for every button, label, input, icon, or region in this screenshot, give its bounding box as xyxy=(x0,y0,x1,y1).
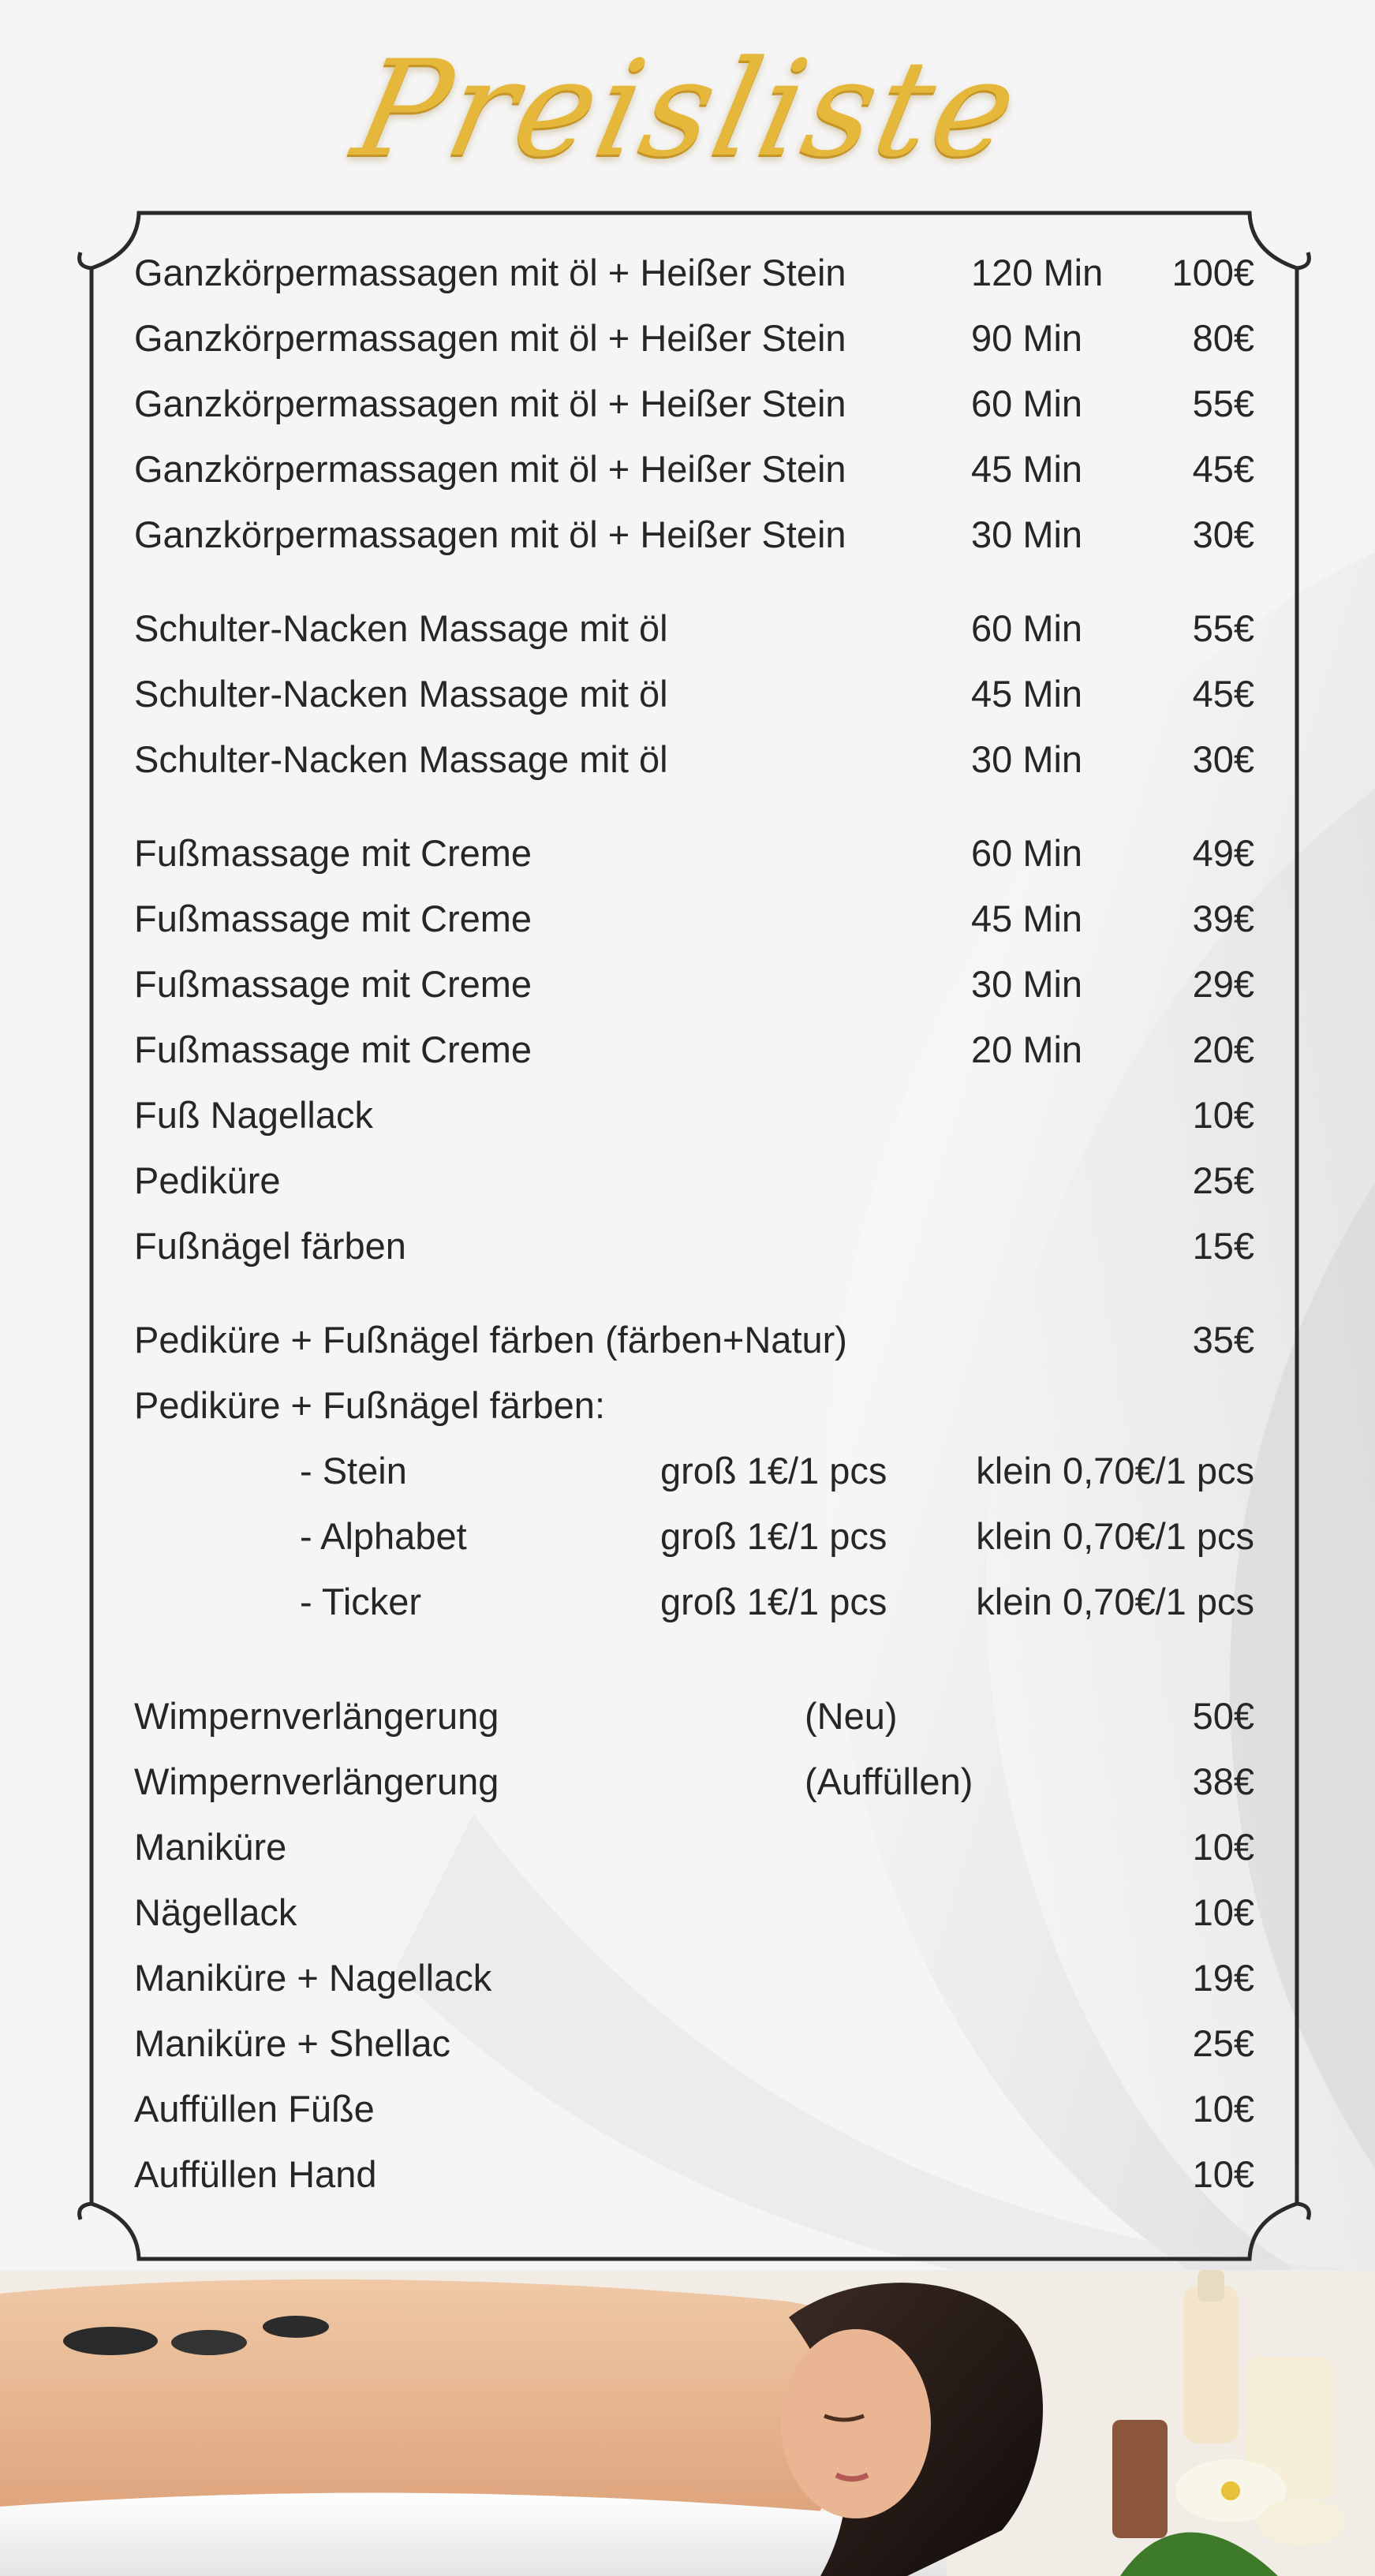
service-duration: 30 Min xyxy=(971,963,1083,1005)
list-item xyxy=(134,1148,1254,1213)
service-price: 19€ xyxy=(1192,1957,1254,1999)
service-duration: 30 Min xyxy=(971,513,1083,555)
decor-name: - Stein xyxy=(300,1450,407,1491)
service-name: Ganzkörpermassagen mit öl + Heißer Stein xyxy=(134,448,846,490)
list-item xyxy=(134,1017,1254,1082)
service-name: Ganzkörpermassagen mit öl + Heißer Stein xyxy=(134,383,846,424)
list-item xyxy=(134,1503,1254,1569)
service-price: 35€ xyxy=(1192,1319,1254,1361)
service-price: 10€ xyxy=(1192,1094,1254,1136)
service-price: 39€ xyxy=(1192,898,1254,939)
list-item xyxy=(134,661,1254,726)
service-price: 20€ xyxy=(1192,1029,1254,1070)
decor-price-small: klein 0,70€/1 pcs xyxy=(976,1581,1254,1622)
service-price: 15€ xyxy=(1192,1225,1254,1267)
service-price: 80€ xyxy=(1192,317,1254,359)
list-item xyxy=(134,1683,1254,1749)
list-item xyxy=(134,820,1254,886)
service-price: 38€ xyxy=(1192,1760,1254,1802)
service-price: 10€ xyxy=(1192,2088,1254,2130)
list-item xyxy=(134,1213,1254,1279)
list-item xyxy=(134,1372,1254,1438)
service-price: 45€ xyxy=(1192,673,1254,715)
service-duration: 60 Min xyxy=(971,383,1083,424)
service-note: (Auffüllen) xyxy=(805,1760,973,1802)
service-price: 30€ xyxy=(1192,513,1254,555)
service-price: 55€ xyxy=(1192,383,1254,424)
service-name: Auffüllen Füße xyxy=(134,2088,375,2130)
page-title: Preisliste xyxy=(342,32,1033,186)
service-name: Auffüllen Hand xyxy=(134,2153,377,2195)
list-item xyxy=(134,886,1254,951)
service-duration: 30 Min xyxy=(971,738,1083,780)
service-price: 45€ xyxy=(1192,448,1254,490)
decor-name: - Ticker xyxy=(300,1581,422,1622)
service-name: Fußmassage mit Creme xyxy=(134,832,532,874)
service-name: Ganzkörpermassagen mit öl + Heißer Stein xyxy=(134,317,846,359)
service-price: 10€ xyxy=(1192,2153,1254,2195)
list-item xyxy=(134,2010,1254,2076)
service-price: 25€ xyxy=(1192,2022,1254,2064)
service-price: 10€ xyxy=(1192,1826,1254,1868)
list-item xyxy=(134,2076,1254,2141)
decor-price-small: klein 0,70€/1 pcs xyxy=(976,1515,1254,1557)
service-price: 100€ xyxy=(1171,252,1254,293)
service-name: Pediküre xyxy=(134,1159,281,1201)
service-price: 50€ xyxy=(1192,1695,1254,1737)
service-price: 10€ xyxy=(1192,1891,1254,1933)
service-duration: 60 Min xyxy=(971,832,1083,874)
service-duration: 45 Min xyxy=(971,673,1083,715)
service-name: Maniküre + Shellac xyxy=(134,2022,451,2064)
list-item xyxy=(134,371,1254,436)
service-name: Fuß Nagellack xyxy=(134,1094,373,1136)
list-item xyxy=(134,1307,1254,1372)
service-duration: 45 Min xyxy=(971,448,1083,490)
list-item xyxy=(134,2141,1254,2207)
decor-price-large: groß 1€/1 pcs xyxy=(660,1450,887,1491)
service-name: Ganzkörpermassagen mit öl + Heißer Stein xyxy=(134,513,846,555)
list-item xyxy=(134,1880,1254,1945)
decor-price-large: groß 1€/1 pcs xyxy=(660,1515,887,1557)
service-name: Fußmassage mit Creme xyxy=(134,898,532,939)
service-name: Fußnägel färben xyxy=(134,1225,406,1267)
service-name: Wimpernverlängerung xyxy=(134,1695,499,1737)
list-item xyxy=(134,1945,1254,2010)
decor-name: - Alphabet xyxy=(300,1515,467,1557)
service-duration: 120 Min xyxy=(971,252,1104,293)
service-price: 30€ xyxy=(1192,738,1254,780)
service-duration: 45 Min xyxy=(971,898,1083,939)
list-item xyxy=(134,1082,1254,1148)
service-name: Wimpernverlängerung xyxy=(134,1760,499,1802)
service-name: Schulter-Nacken Massage mit öl xyxy=(134,673,668,715)
service-duration: 90 Min xyxy=(971,317,1083,359)
decor-price-small: klein 0,70€/1 pcs xyxy=(976,1450,1254,1491)
list-item xyxy=(134,1569,1254,1634)
list-item xyxy=(134,502,1254,567)
list-item xyxy=(134,595,1254,661)
list-item xyxy=(134,951,1254,1017)
list-item xyxy=(134,1814,1254,1880)
service-name: Pediküre + Fußnägel färben (färben+Natur) xyxy=(134,1319,847,1361)
list-item xyxy=(134,240,1254,305)
service-name: Ganzkörpermassagen mit öl + Heißer Stein xyxy=(134,252,846,293)
service-duration: 20 Min xyxy=(971,1029,1083,1070)
list-item xyxy=(134,436,1254,502)
service-price: 29€ xyxy=(1192,963,1254,1005)
service-name: Maniküre xyxy=(134,1826,287,1868)
service-name: Schulter-Nacken Massage mit öl xyxy=(134,738,668,780)
list-item xyxy=(134,1438,1254,1503)
service-price: 55€ xyxy=(1192,607,1254,649)
spa-photo xyxy=(0,2270,1375,2576)
service-name: Schulter-Nacken Massage mit öl xyxy=(134,607,668,649)
service-name: Maniküre + Nagellack xyxy=(134,1957,492,1999)
service-name: Nägellack xyxy=(134,1891,297,1933)
list-item xyxy=(134,726,1254,792)
service-duration: 60 Min xyxy=(971,607,1083,649)
service-price: 25€ xyxy=(1192,1159,1254,1201)
price-table xyxy=(134,240,1254,2207)
service-note: (Neu) xyxy=(805,1695,898,1737)
decor-price-large: groß 1€/1 pcs xyxy=(660,1581,887,1622)
list-item xyxy=(134,305,1254,371)
list-item xyxy=(134,1749,1254,1814)
service-name: Fußmassage mit Creme xyxy=(134,963,532,1005)
service-price: 49€ xyxy=(1192,832,1254,874)
section-heading: Pediküre + Fußnägel färben: xyxy=(134,1384,606,1426)
service-name: Fußmassage mit Creme xyxy=(134,1029,532,1070)
